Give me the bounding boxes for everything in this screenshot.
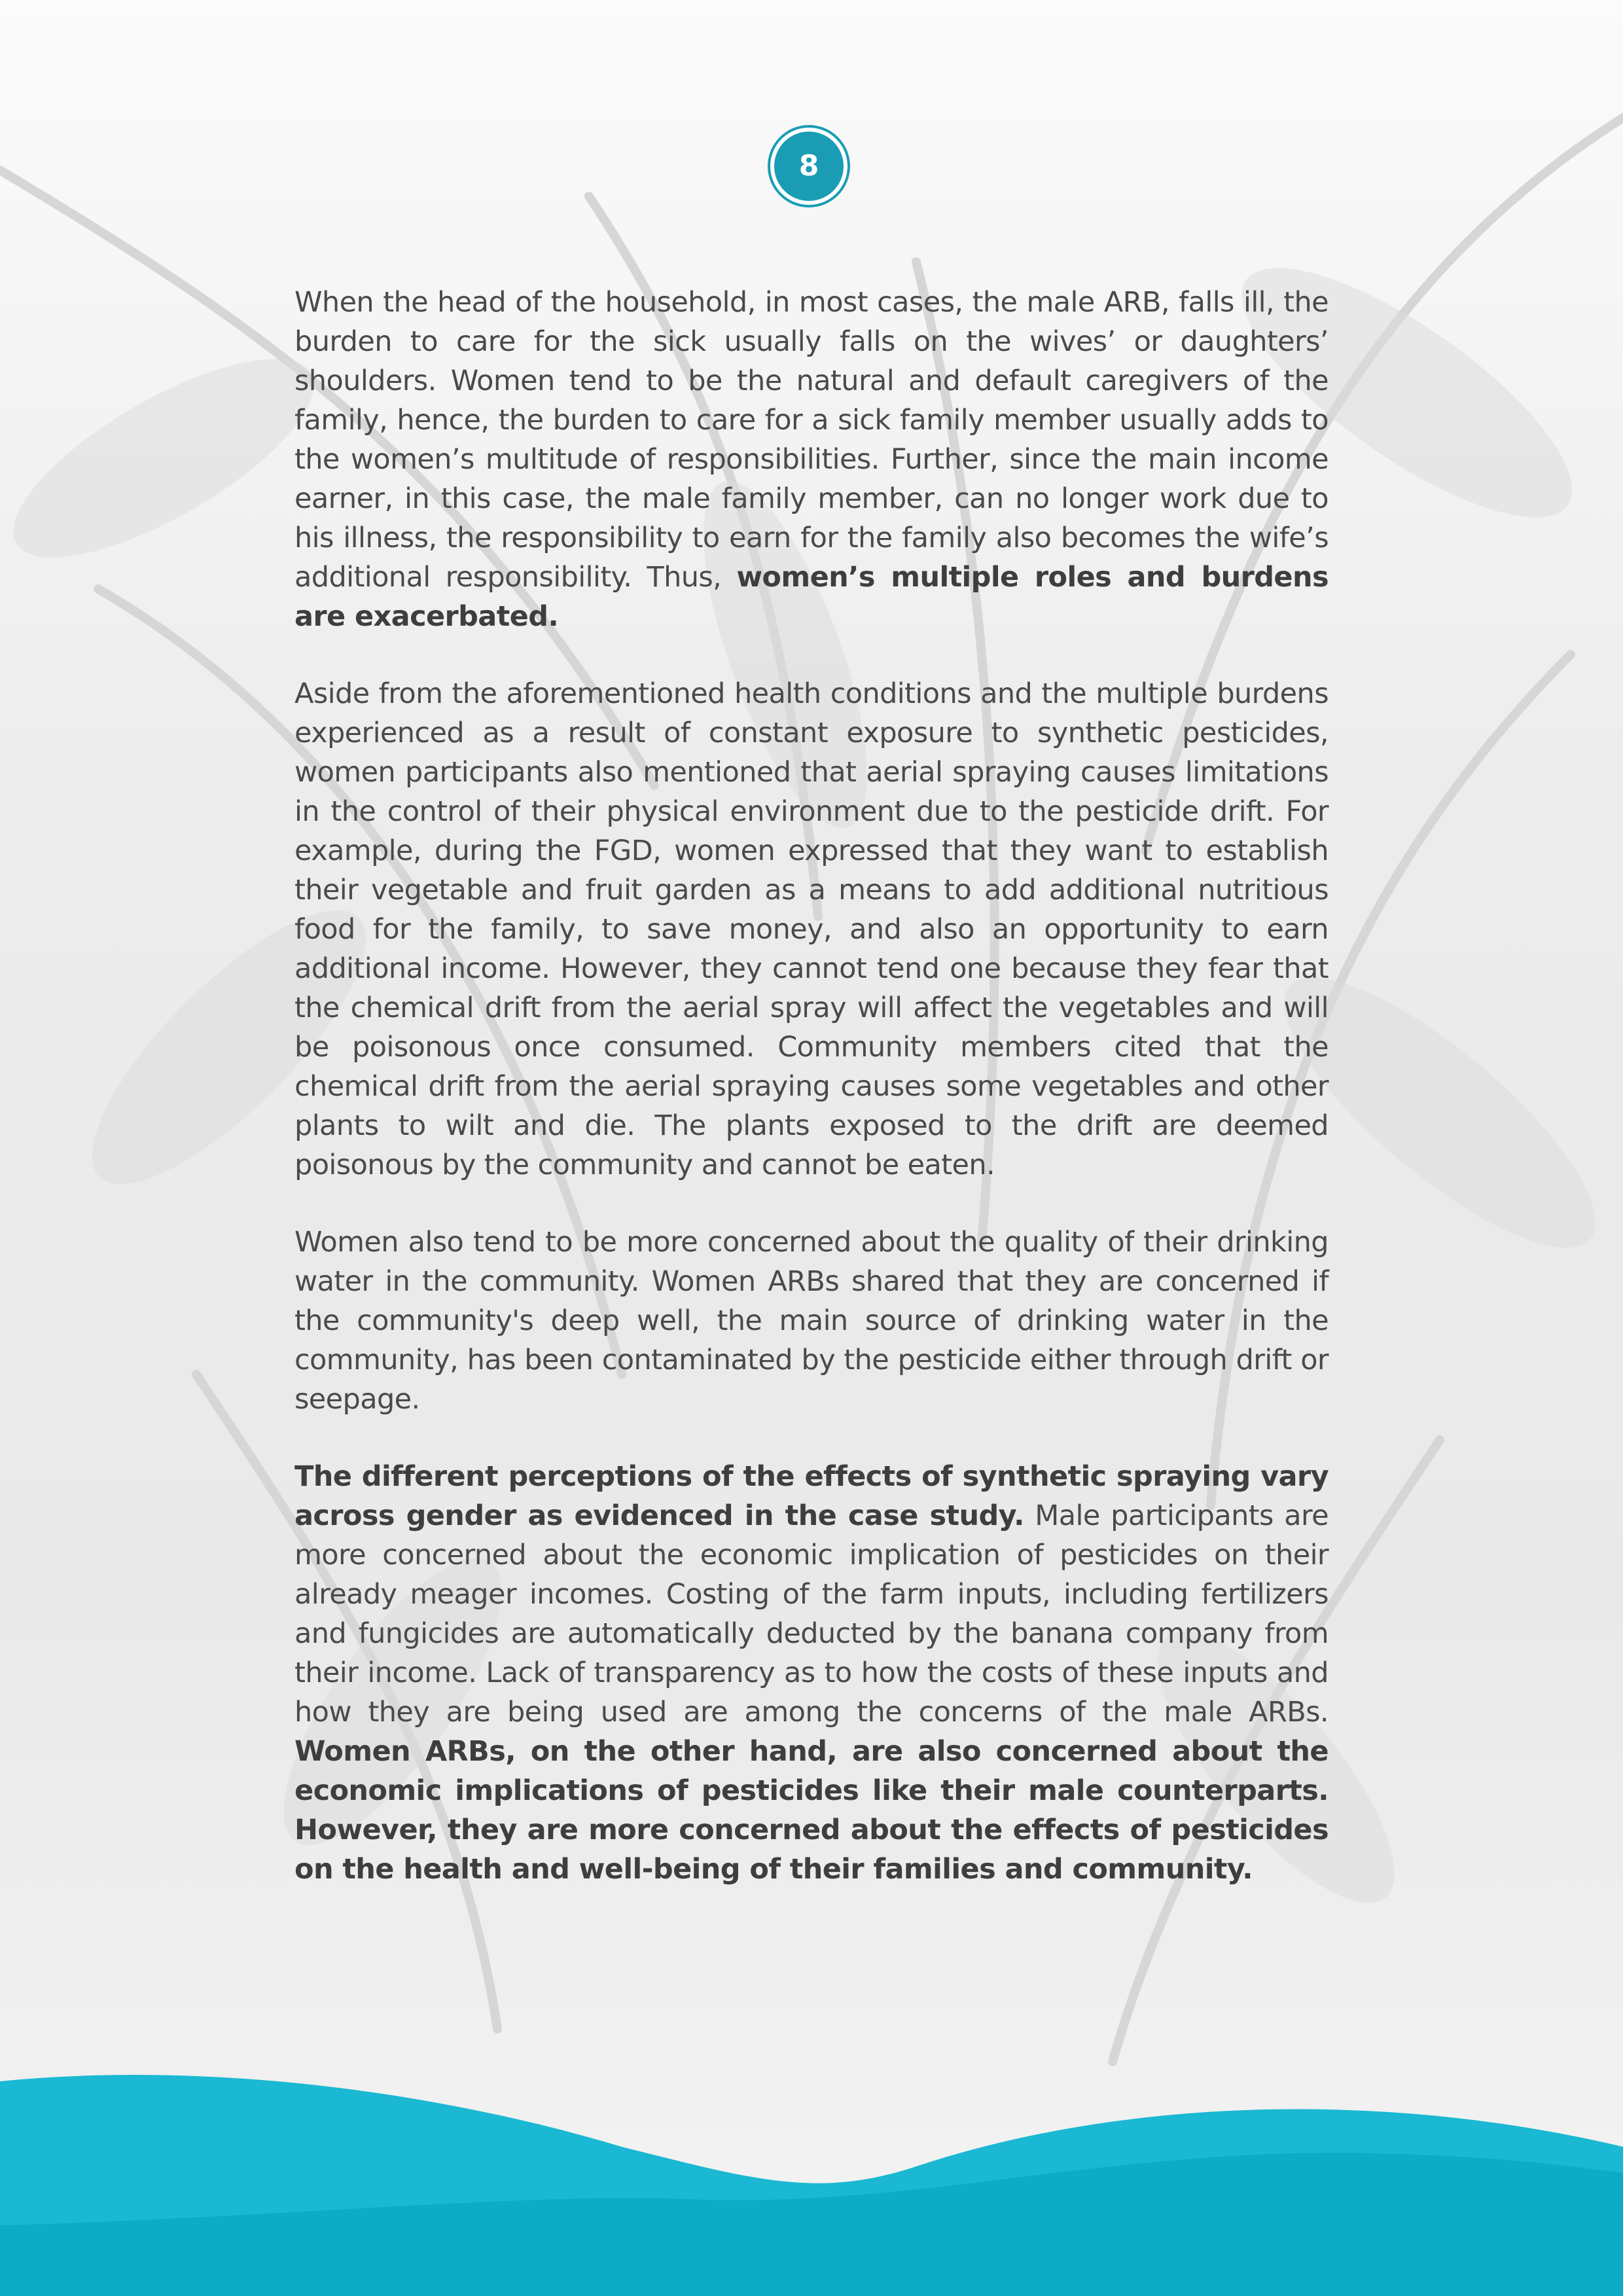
paragraph-text: Aside from the aforementioned health conditions and the multiple burdens experienced as a result of constant exposure to synthetic pesticides, women participants also mentioned that aerial spraying causes limitations in the control of their physical environment due to the pesticide drift. For example, during the FGD, women expressed that they want to establish their vegetable and fruit garden as a means to add additional nutritious food for the family, to save money, and also an opportunity to earn additional income. However, they cannot tend one because they fear that the chemical drift from the aerial spray will affect the vegetables and will be poisonous once consumed. Community members cited that the chemical drift from the aerial spraying causes some vegetables and other plants to wilt and die. The plants exposed to the drift are deemed poisonous by the community and cannot be eaten. <box>294 677 1329 1181</box>
paragraph-emphasis: The different perceptions of the effects of synthetic spraying vary across gender as evidenced in the case study. <box>294 1460 1329 1532</box>
body-text <box>294 283 1329 1927</box>
footer-wave <box>0 2068 1623 2296</box>
paragraph-text: Male participants are more concerned about the economic implication of pesticides on their already meager incomes. Costing of the farm inputs, including fertilizers and fungicides are automatically deducted by the banana company from their income. Lack of transparency as to how the costs of these inputs and how they are being used are among the concerns of the male ARBs. <box>294 1499 1329 1729</box>
paragraph-text: Women also tend to be more concerned about the quality of their drinking water in the community. Women ARBs shared that they are concerned if the community's deep well, the main source of drinking water in the community, has been contaminated by the pesticide either through drift or seepage. <box>294 1226 1329 1416</box>
page-number-badge: 8 <box>770 128 847 205</box>
paragraph-text: When the head of the household, in most cases, the male ARB, falls ill, the burden to care for the sick usually falls on the wives’ or daughters’ shoulders. Women tend to be the natural and default caregivers of the family, hence, the burden to care for a sick family member usually adds to the women’s multitude of responsibilities. Further, since the main income earner, in this case, the male family member, can no longer work due to his illness, the responsibility to earn for the family also becomes the wife’s additional responsibility. Thus, <box>294 286 1329 594</box>
paragraph-drinking-water <box>294 1223 1329 1419</box>
paragraph-pesticide-drift <box>294 674 1329 1185</box>
paragraph-gender-perceptions <box>294 1457 1329 1889</box>
paragraph-emphasis: Women ARBs, on the other hand, are also concerned about the economic implications of pesticides like their male counterparts. However, they are more concerned about the effects of pesticides on the health and well-being of their families and community. <box>294 1735 1329 1886</box>
paragraph-caregiving <box>294 283 1329 636</box>
paragraph-emphasis: women’s multiple roles and burdens are exacerbated. <box>294 561 1329 633</box>
